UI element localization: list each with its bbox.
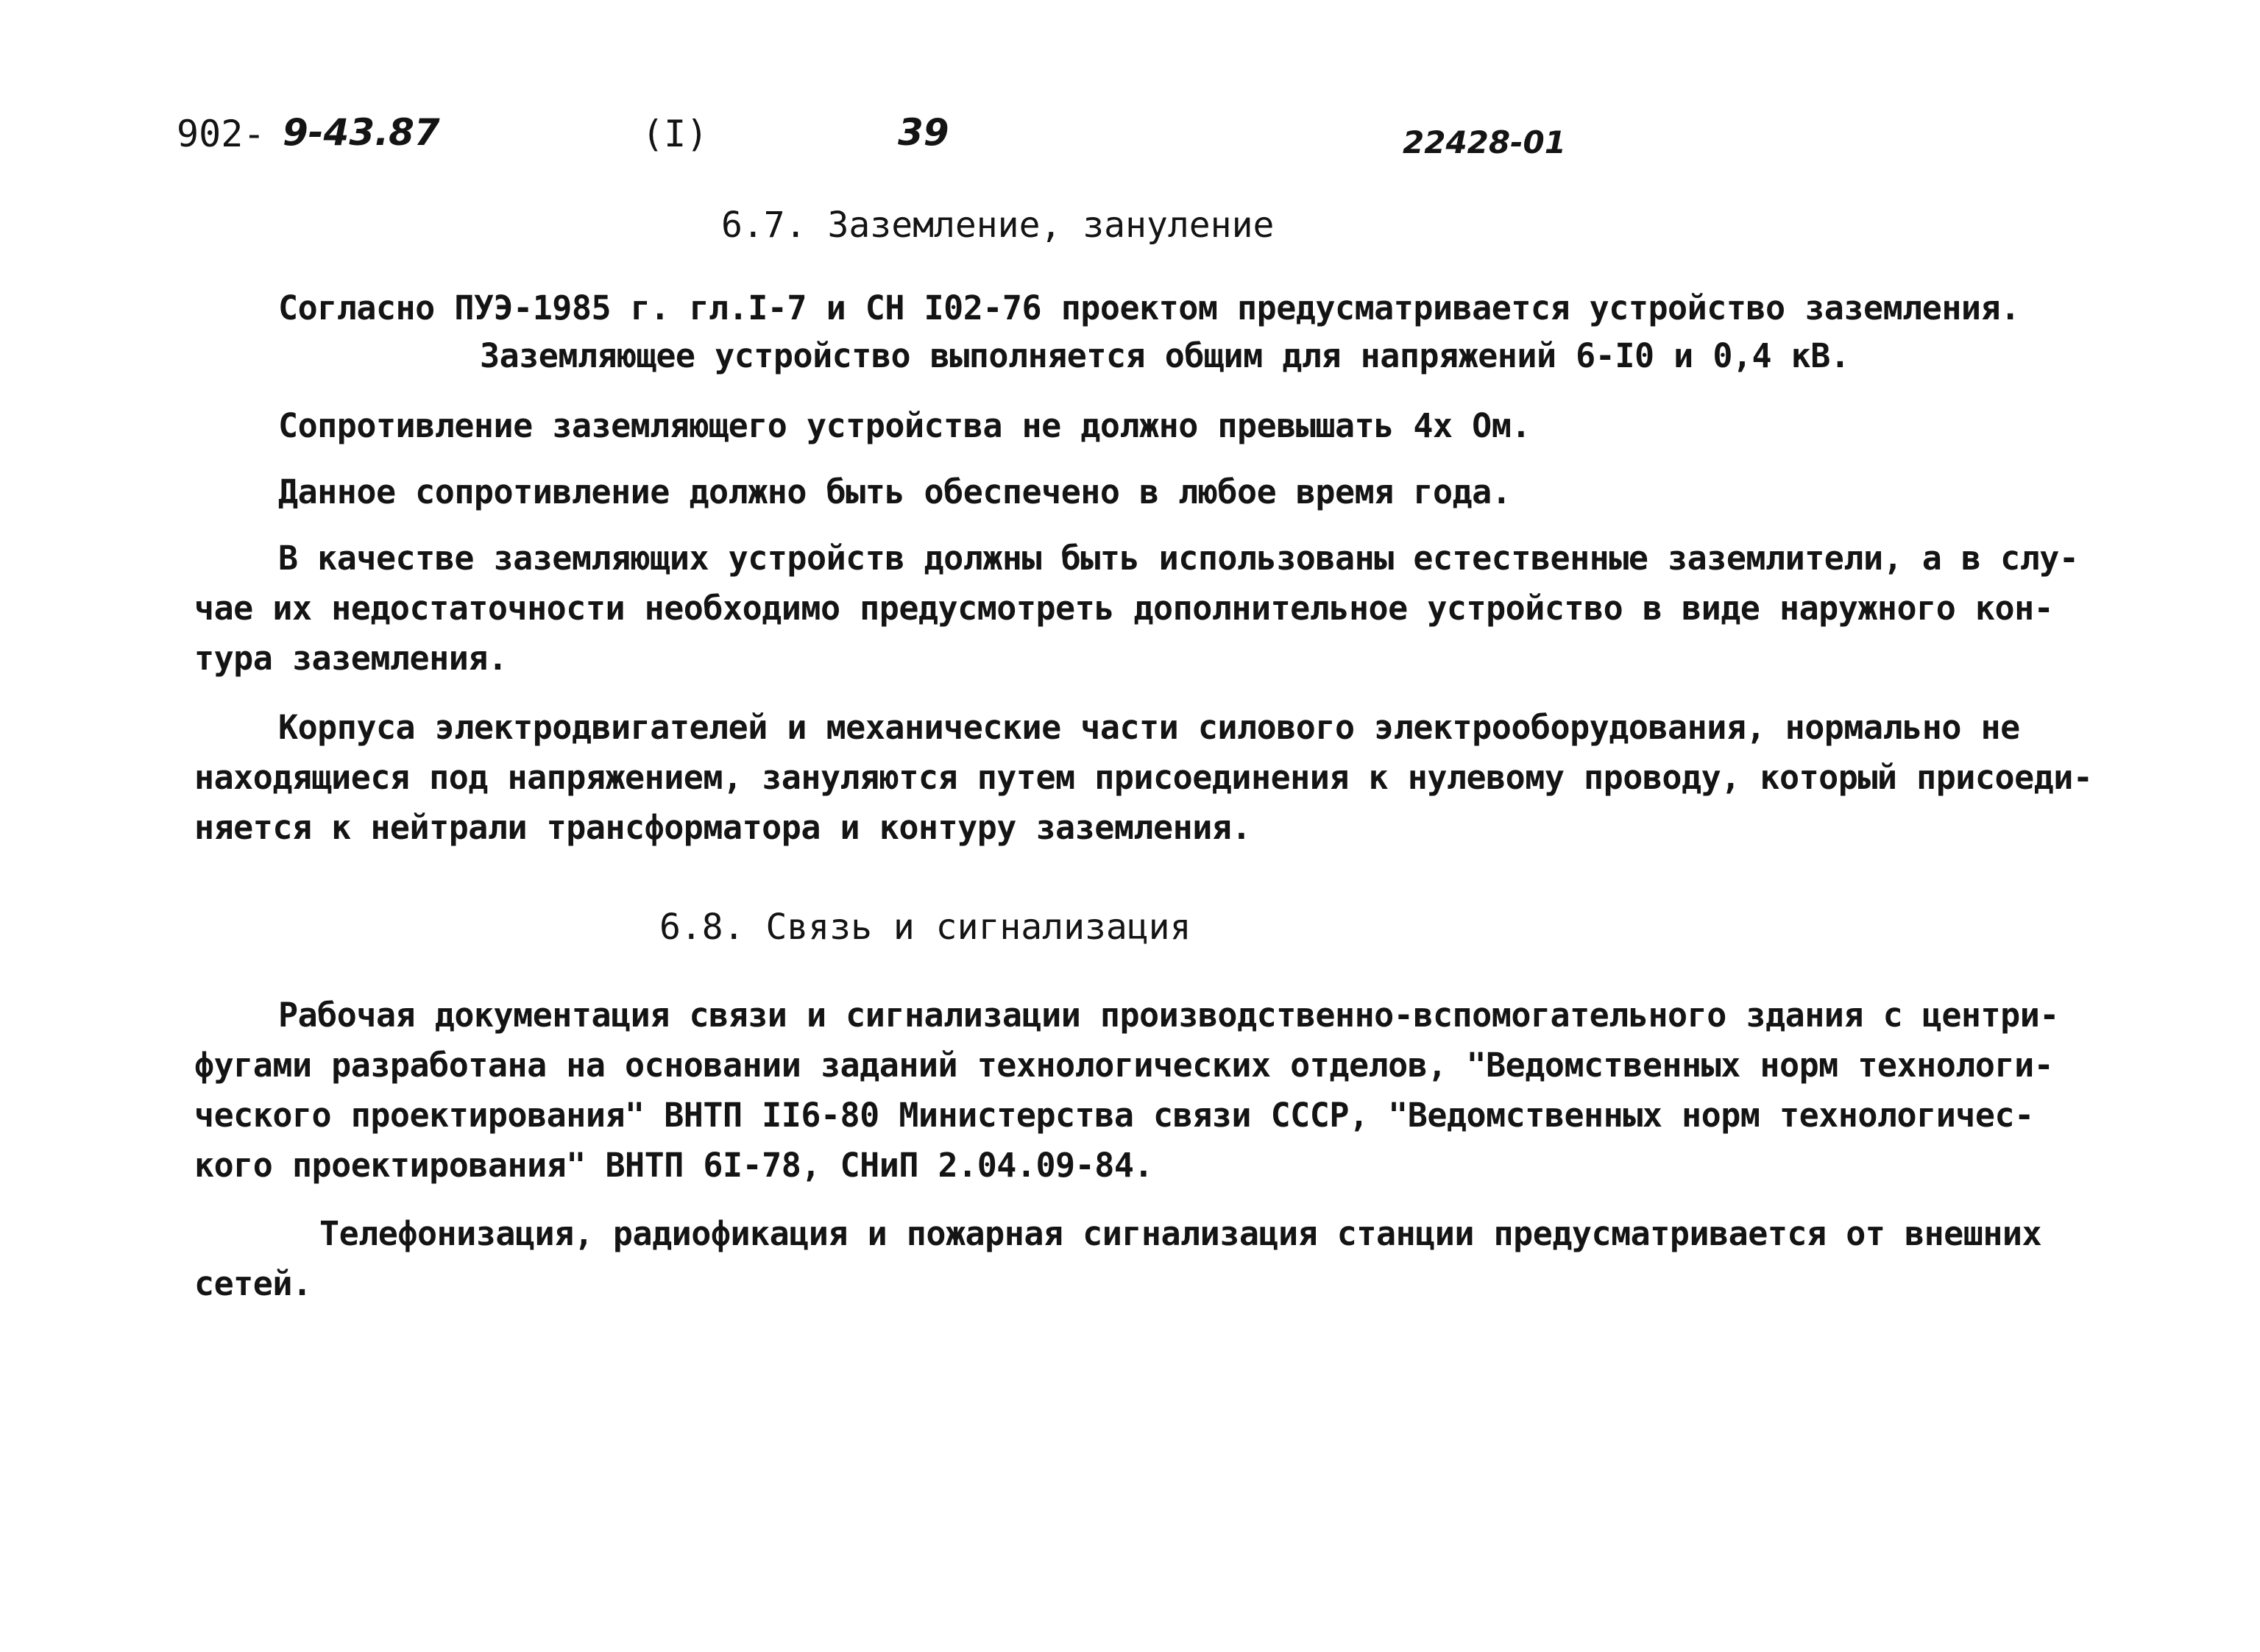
paragraph-text-line: Сопротивление заземляющего устройства не должно превышать 4х Ом. [278,406,1531,445]
paragraph-text-line: тура заземления. [194,639,508,678]
paragraph-text-line: няется к нейтрали трансформатора и контуру заземления. [194,808,1251,847]
page-number: 39 [898,111,949,154]
paragraph-text-line: сетей. [194,1264,312,1303]
paragraph-text-line: Заземляющее устройство выполняется общим для напряжений 6-I0 и 0,4 кВ. [480,336,1850,375]
paragraph-text-line: Данное сопротивление должно быть обеспечено в любое время года. [278,472,1512,511]
archive-number: 22428-01 [1403,124,1566,160]
paragraph-text-line: находящиеся под напряжением, зануляются путем присоединения к нулевому проводу, который присоеди- [194,758,2093,797]
document-code-printed: 902- [177,113,266,155]
paragraph-text-line: фугами разработана на основании заданий технологических отделов, "Ведомственных норм технологи- [194,1046,2054,1085]
paragraph-text-line: В качестве заземляющих устройств должны быть использованы естественные заземлители, а в слу- [278,539,2079,578]
document-code-handwritten: 9-43.87 [283,111,440,154]
section-6-8-title: 6.8. Связь и сигнализация [659,907,1191,948]
paragraph-text-line: Телефонизация, радиофикация и пожарная сигнализация станции предусматривается от внешних [319,1214,2042,1253]
paragraph-text-line: Корпуса электродвигателей и механические части силового электрооборудования, нормально не [278,708,2020,747]
paragraph-text-line: Согласно ПУЭ-1985 г. гл.I-7 и СН I02-76 проектом предусматривается устройство заземления. [278,288,2020,327]
paragraph-text-line: чае их недостаточности необходимо предусмотреть дополнительное устройство в виде наружного кон- [194,589,2054,628]
section-6-7-title: 6.7. Заземление, зануление [721,205,1275,246]
document-part: (I) [642,113,709,155]
paragraph-text-line: ческого проектирования" ВНТП II6-80 Министерства связи СССР, "Ведомственных норм технологичес- [194,1096,2034,1135]
paragraph-text-line: кого проектирования" ВНТП 6I-78, СНиП 2.04.09-84. [194,1146,1154,1185]
paragraph-text-line: Рабочая документация связи и сигнализации производственно-вспомогательного здания с центри- [278,996,2059,1035]
